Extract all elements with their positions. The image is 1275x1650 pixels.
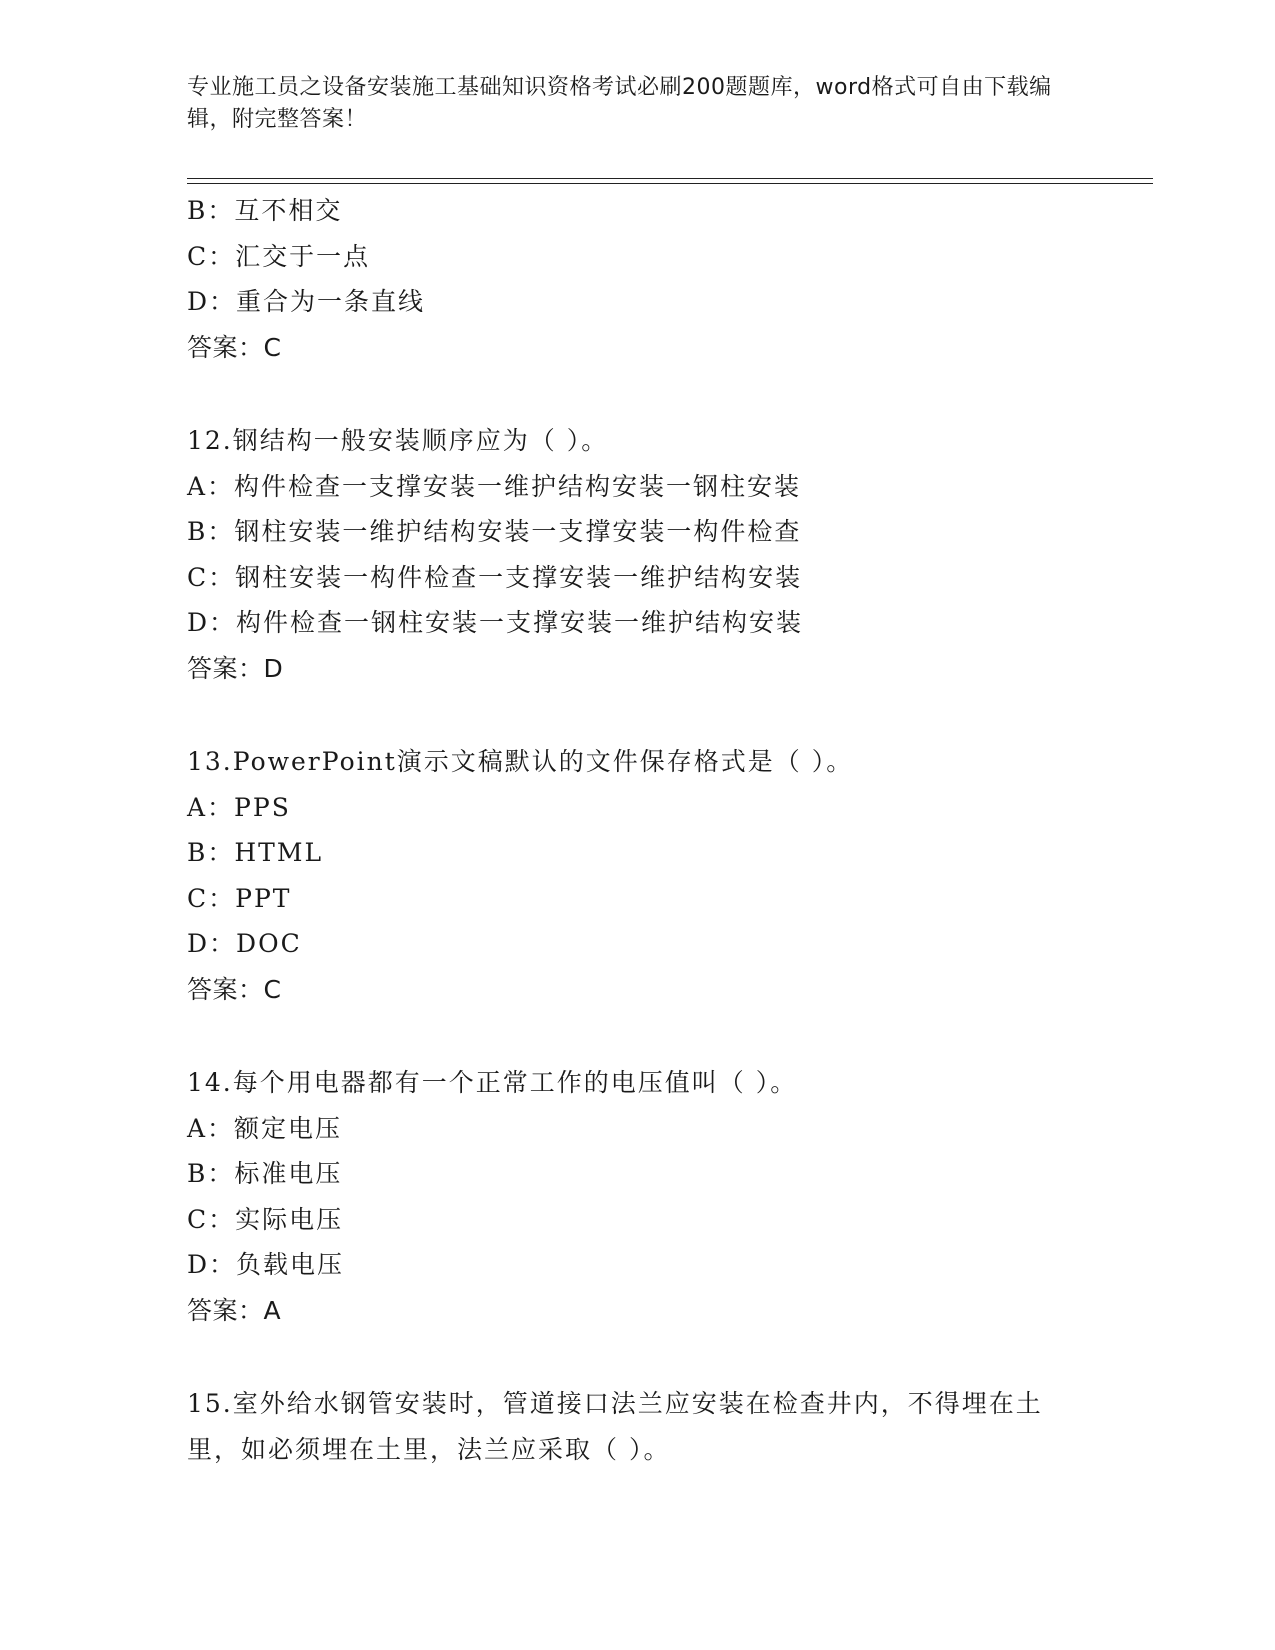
question-list — [187, 188, 1153, 1472]
spacer — [187, 370, 1153, 418]
answer: 答案：C — [187, 974, 282, 1004]
option-b: B：标准电压 — [187, 1159, 343, 1188]
question-12 — [187, 418, 1153, 691]
question-13 — [187, 739, 1153, 1012]
question-15 — [187, 1381, 1153, 1472]
option-b: B：钢柱安装一维护结构安装一支撑安装一构件检查 — [187, 517, 802, 546]
option-c: C：实际电压 — [187, 1204, 344, 1234]
question-14 — [187, 1060, 1153, 1333]
option-d: D：负载电压 — [187, 1250, 345, 1279]
option-a: A：构件检查一支撑安装一维护结构安装一钢柱安装 — [187, 471, 802, 501]
answer: 答案：C — [187, 332, 282, 362]
document-header — [187, 72, 1067, 136]
option-d: D：重合为一条直线 — [187, 287, 426, 316]
option-d: D：构件检查一钢柱安装一支撑安装一维护结构安装 — [187, 608, 804, 637]
answer: 答案：D — [187, 653, 284, 683]
option-a: A：额定电压 — [187, 1113, 343, 1143]
option-c: C：汇交于一点 — [187, 241, 371, 271]
spacer — [187, 691, 1153, 739]
question-text: 13.PowerPoint演示文稿默认的文件保存格式是（ ）。 — [187, 747, 854, 776]
option-b: B：互不相交 — [187, 196, 343, 225]
header-title: 专业施工员之设备安装施工基础知识资格考试必刷200题题库，word格式可自由下载编辑，附完整答案！ — [187, 75, 1052, 132]
spacer — [187, 1333, 1153, 1381]
header-divider-top — [187, 178, 1153, 179]
option-a: A：PPS — [187, 792, 291, 822]
question-text: 14.每个用电器都有一个正常工作的电压值叫（ ）。 — [187, 1068, 798, 1097]
option-c: C：PPT — [187, 883, 292, 913]
spacer — [187, 1012, 1153, 1060]
question-text: 12.钢结构一般安装顺序应为（ ）。 — [187, 426, 609, 455]
question-text: 15.室外给水钢管安装时，管道接口法兰应安装在检查井内，不得埋在土里，如必须埋在土里，法兰应采取（ ）。 — [187, 1389, 1043, 1464]
question-11 — [187, 188, 1153, 370]
option-c: C：钢柱安装一构件检查一支撑安装一维护结构安装 — [187, 562, 803, 592]
answer: 答案：A — [187, 1295, 282, 1325]
option-b: B：HTML — [187, 838, 324, 867]
header-divider-bottom — [187, 183, 1153, 184]
option-d: D：DOC — [187, 929, 302, 958]
